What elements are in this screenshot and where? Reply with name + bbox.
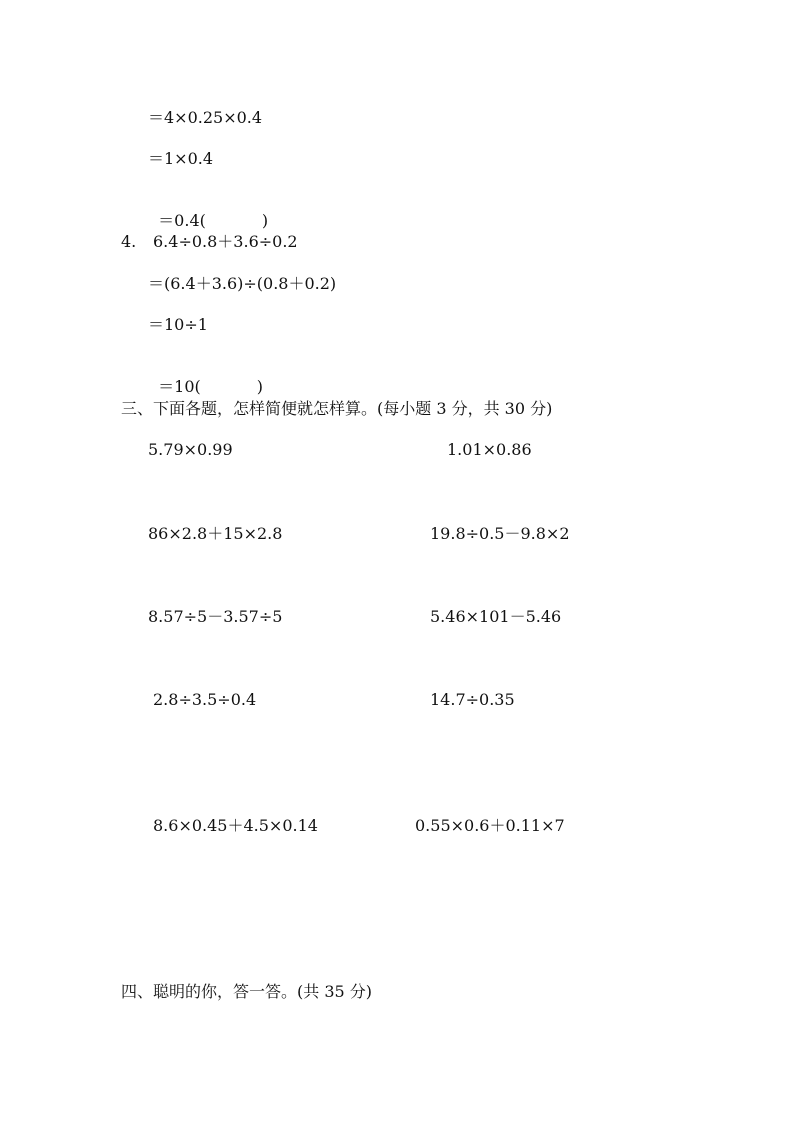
calc-item: 0.55×0.6＋0.11×7 xyxy=(415,816,565,835)
calc-item: 2.8÷3.5÷0.4 xyxy=(153,690,257,709)
calc-item: 5.46×101－5.46 xyxy=(430,607,562,626)
prev-step-3-value: ＝0.4( xyxy=(158,211,206,230)
calc-item: 14.7÷0.35 xyxy=(430,690,515,709)
prev-step-1: ＝4×0.25×0.4 xyxy=(148,108,263,127)
problem-4-step-3-value: ＝10( xyxy=(158,377,201,396)
calc-item: 19.8÷0.5－9.8×2 xyxy=(430,524,570,543)
calc-item: 86×2.8＋15×2.8 xyxy=(148,524,283,543)
problem-4-expression: 6.4÷0.8＋3.6÷0.2 xyxy=(153,232,298,251)
section-3-heading: 三、下面各题，怎样简便就怎样算。(每小题 3 分，共 30 分) xyxy=(121,399,553,418)
calc-item: 8.6×0.45＋4.5×0.14 xyxy=(153,816,318,835)
problem-4-step-1: ＝(6.4＋3.6)÷(0.8＋0.2) xyxy=(148,274,337,293)
calc-item: 8.57÷5－3.57÷5 xyxy=(148,607,283,626)
section-4-heading: 四、聪明的你，答一答。(共 35 分) xyxy=(121,982,373,1001)
prev-step-2: ＝1×0.4 xyxy=(148,149,214,168)
prev-step-3-close: ) xyxy=(261,211,269,230)
calc-item: 5.79×0.99 xyxy=(148,440,233,459)
problem-4-step-3 xyxy=(148,357,263,397)
calc-item: 1.01×0.86 xyxy=(447,440,532,459)
problem-4-step-3-close: ) xyxy=(256,377,264,396)
prev-step-3 xyxy=(148,191,268,231)
problem-4-number: 4. xyxy=(121,232,137,251)
problem-4-step-2: ＝10÷1 xyxy=(148,315,208,334)
